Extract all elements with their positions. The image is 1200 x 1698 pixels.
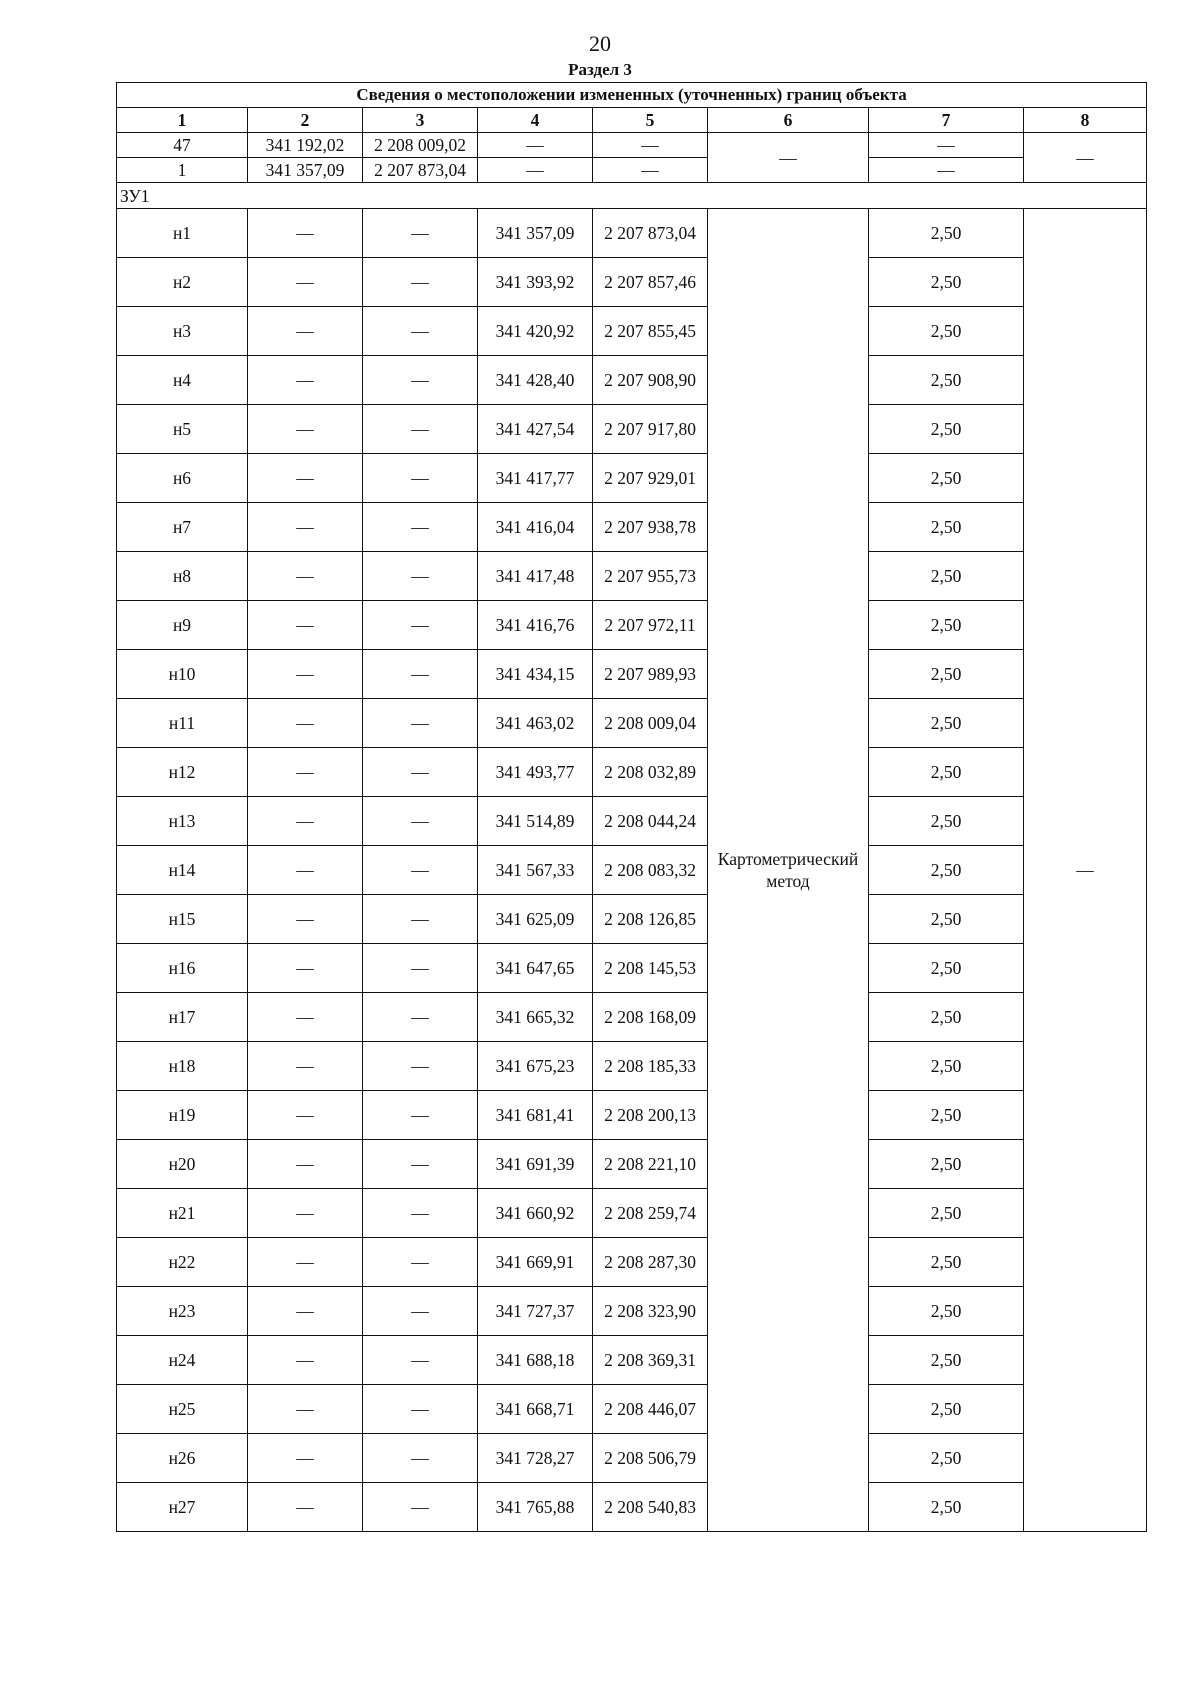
table-row bbox=[117, 748, 1147, 797]
column-header: 4 bbox=[478, 108, 593, 133]
accuracy-cell: 2,50 bbox=[869, 650, 1024, 699]
new-x-cell: — bbox=[478, 133, 593, 158]
old-y-cell: — bbox=[363, 650, 478, 699]
table-row bbox=[117, 405, 1147, 454]
table-row bbox=[117, 699, 1147, 748]
table-row bbox=[117, 1336, 1147, 1385]
accuracy-cell: 2,50 bbox=[869, 405, 1024, 454]
point-number: н10 bbox=[117, 650, 248, 699]
new-y-cell: 2 208 287,30 bbox=[593, 1238, 708, 1287]
old-x-cell: 341 357,09 bbox=[248, 158, 363, 183]
new-y-cell: 2 208 506,79 bbox=[593, 1434, 708, 1483]
accuracy-cell: 2,50 bbox=[869, 1434, 1024, 1483]
old-y-cell: — bbox=[363, 1287, 478, 1336]
accuracy-cell: 2,50 bbox=[869, 1483, 1024, 1532]
new-y-cell: 2 208 126,85 bbox=[593, 895, 708, 944]
new-y-cell: 2 207 855,45 bbox=[593, 307, 708, 356]
accuracy-cell: 2,50 bbox=[869, 797, 1024, 846]
accuracy-cell: 2,50 bbox=[869, 1238, 1024, 1287]
new-x-cell: 341 688,18 bbox=[478, 1336, 593, 1385]
old-x-cell: — bbox=[248, 1385, 363, 1434]
new-x-cell: 341 668,71 bbox=[478, 1385, 593, 1434]
new-y-cell: 2 208 200,13 bbox=[593, 1091, 708, 1140]
accuracy-cell: 2,50 bbox=[869, 307, 1024, 356]
old-x-cell: — bbox=[248, 895, 363, 944]
accuracy-cell: 2,50 bbox=[869, 748, 1024, 797]
accuracy-cell: 2,50 bbox=[869, 1385, 1024, 1434]
point-number: 47 bbox=[117, 133, 248, 158]
new-x-cell: 341 765,88 bbox=[478, 1483, 593, 1532]
point-number: н19 bbox=[117, 1091, 248, 1140]
new-y-cell: 2 208 083,32 bbox=[593, 846, 708, 895]
old-y-cell: — bbox=[363, 307, 478, 356]
table-row bbox=[117, 1091, 1147, 1140]
old-y-cell: — bbox=[363, 1483, 478, 1532]
accuracy-cell: 2,50 bbox=[869, 993, 1024, 1042]
old-x-cell: — bbox=[248, 944, 363, 993]
point-number: н12 bbox=[117, 748, 248, 797]
point-number: н9 bbox=[117, 601, 248, 650]
coordinates-table bbox=[116, 82, 1147, 1532]
new-y-cell: 2 207 972,11 bbox=[593, 601, 708, 650]
new-y-cell: 2 207 955,73 bbox=[593, 552, 708, 601]
previous-point-row bbox=[117, 158, 1147, 183]
old-y-cell: — bbox=[363, 1091, 478, 1140]
column-header: 8 bbox=[1024, 108, 1147, 133]
new-x-cell: 341 393,92 bbox=[478, 258, 593, 307]
point-number: н21 bbox=[117, 1189, 248, 1238]
table-row bbox=[117, 846, 1147, 895]
new-x-cell: 341 417,77 bbox=[478, 454, 593, 503]
table-row bbox=[117, 1483, 1147, 1532]
table-title-row bbox=[117, 83, 1147, 108]
new-y-cell: 2 207 917,80 bbox=[593, 405, 708, 454]
accuracy-cell: 2,50 bbox=[869, 1091, 1024, 1140]
old-y-cell: — bbox=[363, 405, 478, 454]
accuracy-cell: 2,50 bbox=[869, 601, 1024, 650]
accuracy-cell: 2,50 bbox=[869, 503, 1024, 552]
new-y-cell: 2 207 857,46 bbox=[593, 258, 708, 307]
accuracy-cell: 2,50 bbox=[869, 699, 1024, 748]
old-y-cell: — bbox=[363, 552, 478, 601]
previous-point-row bbox=[117, 133, 1147, 158]
point-number: н6 bbox=[117, 454, 248, 503]
old-y-cell: — bbox=[363, 1336, 478, 1385]
accuracy-cell: 2,50 bbox=[869, 895, 1024, 944]
accuracy-cell: — bbox=[869, 158, 1024, 183]
old-x-cell: — bbox=[248, 1189, 363, 1238]
new-y-cell: — bbox=[593, 133, 708, 158]
new-x-cell: 341 665,32 bbox=[478, 993, 593, 1042]
table-row bbox=[117, 1042, 1147, 1091]
table-row bbox=[117, 1287, 1147, 1336]
new-x-cell: 341 669,91 bbox=[478, 1238, 593, 1287]
point-number: н13 bbox=[117, 797, 248, 846]
new-x-cell: 341 357,09 bbox=[478, 209, 593, 258]
old-x-cell: — bbox=[248, 258, 363, 307]
accuracy-cell: 2,50 bbox=[869, 209, 1024, 258]
new-y-cell: 2 208 446,07 bbox=[593, 1385, 708, 1434]
point-number: н14 bbox=[117, 846, 248, 895]
old-x-cell: — bbox=[248, 1140, 363, 1189]
old-y-cell: — bbox=[363, 993, 478, 1042]
old-x-cell: — bbox=[248, 699, 363, 748]
old-y-cell: — bbox=[363, 1140, 478, 1189]
new-x-cell: 341 647,65 bbox=[478, 944, 593, 993]
table-row bbox=[117, 258, 1147, 307]
new-y-cell: 2 208 185,33 bbox=[593, 1042, 708, 1091]
new-x-cell: 341 514,89 bbox=[478, 797, 593, 846]
old-x-cell: — bbox=[248, 1287, 363, 1336]
old-y-cell: — bbox=[363, 895, 478, 944]
table-row bbox=[117, 503, 1147, 552]
old-y-cell: — bbox=[363, 846, 478, 895]
previous-description-cell: — bbox=[1024, 133, 1147, 183]
new-y-cell: 2 208 032,89 bbox=[593, 748, 708, 797]
old-y-cell: 2 208 009,02 bbox=[363, 133, 478, 158]
new-x-cell: 341 427,54 bbox=[478, 405, 593, 454]
old-y-cell: — bbox=[363, 454, 478, 503]
old-y-cell: — bbox=[363, 699, 478, 748]
point-number: н23 bbox=[117, 1287, 248, 1336]
column-header: 3 bbox=[363, 108, 478, 133]
old-y-cell: — bbox=[363, 1238, 478, 1287]
accuracy-cell: 2,50 bbox=[869, 1042, 1024, 1091]
new-y-cell: 2 208 323,90 bbox=[593, 1287, 708, 1336]
table-row bbox=[117, 797, 1147, 846]
new-x-cell: 341 416,04 bbox=[478, 503, 593, 552]
old-x-cell: — bbox=[248, 503, 363, 552]
old-x-cell: — bbox=[248, 601, 363, 650]
new-x-cell: — bbox=[478, 158, 593, 183]
point-number: н20 bbox=[117, 1140, 248, 1189]
old-y-cell: — bbox=[363, 1385, 478, 1434]
new-x-cell: 341 625,09 bbox=[478, 895, 593, 944]
old-y-cell: — bbox=[363, 258, 478, 307]
new-y-cell: 2 208 145,53 bbox=[593, 944, 708, 993]
previous-method-cell: — bbox=[708, 133, 869, 183]
table-title: Сведения о местоположении измененных (уточненных) границ объекта bbox=[117, 83, 1147, 108]
new-y-cell: 2 208 009,04 bbox=[593, 699, 708, 748]
old-x-cell: — bbox=[248, 454, 363, 503]
old-y-cell: — bbox=[363, 503, 478, 552]
accuracy-cell: 2,50 bbox=[869, 944, 1024, 993]
point-number: н24 bbox=[117, 1336, 248, 1385]
old-x-cell: — bbox=[248, 650, 363, 699]
column-header: 2 bbox=[248, 108, 363, 133]
accuracy-cell: 2,50 bbox=[869, 1189, 1024, 1238]
new-y-cell: 2 208 168,09 bbox=[593, 993, 708, 1042]
point-number: н11 bbox=[117, 699, 248, 748]
old-x-cell: — bbox=[248, 1483, 363, 1532]
column-header-row bbox=[117, 108, 1147, 133]
column-header: 5 bbox=[593, 108, 708, 133]
old-y-cell: — bbox=[363, 1189, 478, 1238]
old-y-cell: — bbox=[363, 209, 478, 258]
table-row bbox=[117, 1189, 1147, 1238]
point-number: н5 bbox=[117, 405, 248, 454]
new-x-cell: 341 463,02 bbox=[478, 699, 593, 748]
table-row bbox=[117, 1385, 1147, 1434]
old-x-cell: — bbox=[248, 993, 363, 1042]
accuracy-cell: 2,50 bbox=[869, 552, 1024, 601]
new-x-cell: 341 675,23 bbox=[478, 1042, 593, 1091]
accuracy-cell: — bbox=[869, 133, 1024, 158]
old-x-cell: — bbox=[248, 748, 363, 797]
point-number: н8 bbox=[117, 552, 248, 601]
new-x-cell: 341 417,48 bbox=[478, 552, 593, 601]
new-y-cell: 2 207 989,93 bbox=[593, 650, 708, 699]
accuracy-cell: 2,50 bbox=[869, 846, 1024, 895]
new-x-cell: 341 493,77 bbox=[478, 748, 593, 797]
new-y-cell: 2 207 938,78 bbox=[593, 503, 708, 552]
point-number: н2 bbox=[117, 258, 248, 307]
new-x-cell: 341 420,92 bbox=[478, 307, 593, 356]
description-cell: — bbox=[1024, 209, 1147, 1532]
accuracy-cell: 2,50 bbox=[869, 454, 1024, 503]
old-x-cell: — bbox=[248, 552, 363, 601]
old-x-cell: — bbox=[248, 846, 363, 895]
point-number: 1 bbox=[117, 158, 248, 183]
table-row bbox=[117, 356, 1147, 405]
old-x-cell: — bbox=[248, 356, 363, 405]
accuracy-cell: 2,50 bbox=[869, 1336, 1024, 1385]
new-y-cell: 2 208 369,31 bbox=[593, 1336, 708, 1385]
point-number: н22 bbox=[117, 1238, 248, 1287]
point-number: н26 bbox=[117, 1434, 248, 1483]
old-x-cell: — bbox=[248, 797, 363, 846]
old-x-cell: — bbox=[248, 1336, 363, 1385]
new-x-cell: 341 567,33 bbox=[478, 846, 593, 895]
point-number: н27 bbox=[117, 1483, 248, 1532]
old-x-cell: — bbox=[248, 307, 363, 356]
accuracy-cell: 2,50 bbox=[869, 1287, 1024, 1336]
new-y-cell: 2 208 259,74 bbox=[593, 1189, 708, 1238]
new-y-cell: 2 207 873,04 bbox=[593, 209, 708, 258]
point-number: н3 bbox=[117, 307, 248, 356]
table-row bbox=[117, 1140, 1147, 1189]
point-number: н16 bbox=[117, 944, 248, 993]
old-y-cell: — bbox=[363, 944, 478, 993]
column-header: 1 bbox=[117, 108, 248, 133]
old-x-cell: — bbox=[248, 1091, 363, 1140]
new-y-cell: 2 208 221,10 bbox=[593, 1140, 708, 1189]
old-y-cell: — bbox=[363, 1434, 478, 1483]
table-row bbox=[117, 454, 1147, 503]
old-x-cell: — bbox=[248, 405, 363, 454]
old-y-cell: — bbox=[363, 797, 478, 846]
new-x-cell: 341 727,37 bbox=[478, 1287, 593, 1336]
method-cell: Картометрический метод bbox=[708, 209, 869, 1532]
point-number: н15 bbox=[117, 895, 248, 944]
old-x-cell: — bbox=[248, 209, 363, 258]
point-number: н1 bbox=[117, 209, 248, 258]
parcel-label-row bbox=[117, 183, 1147, 209]
section-title: Раздел 3 bbox=[568, 60, 632, 79]
column-header: 6 bbox=[708, 108, 869, 133]
new-y-cell: 2 207 929,01 bbox=[593, 454, 708, 503]
old-y-cell: — bbox=[363, 356, 478, 405]
table-row bbox=[117, 895, 1147, 944]
accuracy-cell: 2,50 bbox=[869, 258, 1024, 307]
old-y-cell: 2 207 873,04 bbox=[363, 158, 478, 183]
point-number: н18 bbox=[117, 1042, 248, 1091]
table-row bbox=[117, 1238, 1147, 1287]
accuracy-cell: 2,50 bbox=[869, 356, 1024, 405]
point-number: н4 bbox=[117, 356, 248, 405]
old-y-cell: — bbox=[363, 748, 478, 797]
new-x-cell: 341 434,15 bbox=[478, 650, 593, 699]
point-number: н17 bbox=[117, 993, 248, 1042]
new-y-cell: 2 208 540,83 bbox=[593, 1483, 708, 1532]
accuracy-cell: 2,50 bbox=[869, 1140, 1024, 1189]
new-y-cell: 2 208 044,24 bbox=[593, 797, 708, 846]
new-y-cell: 2 207 908,90 bbox=[593, 356, 708, 405]
table-row bbox=[117, 1434, 1147, 1483]
table-row bbox=[117, 307, 1147, 356]
old-y-cell: — bbox=[363, 601, 478, 650]
table-row bbox=[117, 993, 1147, 1042]
new-y-cell: — bbox=[593, 158, 708, 183]
parcel-label: ЗУ1 bbox=[117, 183, 1147, 209]
table-row bbox=[117, 944, 1147, 993]
old-x-cell: — bbox=[248, 1042, 363, 1091]
new-x-cell: 341 691,39 bbox=[478, 1140, 593, 1189]
new-x-cell: 341 416,76 bbox=[478, 601, 593, 650]
table-row bbox=[117, 209, 1147, 258]
old-x-cell: — bbox=[248, 1434, 363, 1483]
new-x-cell: 341 681,41 bbox=[478, 1091, 593, 1140]
point-number: н25 bbox=[117, 1385, 248, 1434]
old-x-cell: 341 192,02 bbox=[248, 133, 363, 158]
new-x-cell: 341 428,40 bbox=[478, 356, 593, 405]
table-row bbox=[117, 552, 1147, 601]
new-x-cell: 341 728,27 bbox=[478, 1434, 593, 1483]
point-number: н7 bbox=[117, 503, 248, 552]
table-row bbox=[117, 601, 1147, 650]
new-x-cell: 341 660,92 bbox=[478, 1189, 593, 1238]
table-row bbox=[117, 650, 1147, 699]
page-number: 20 bbox=[589, 31, 611, 56]
old-x-cell: — bbox=[248, 1238, 363, 1287]
old-y-cell: — bbox=[363, 1042, 478, 1091]
column-header: 7 bbox=[869, 108, 1024, 133]
